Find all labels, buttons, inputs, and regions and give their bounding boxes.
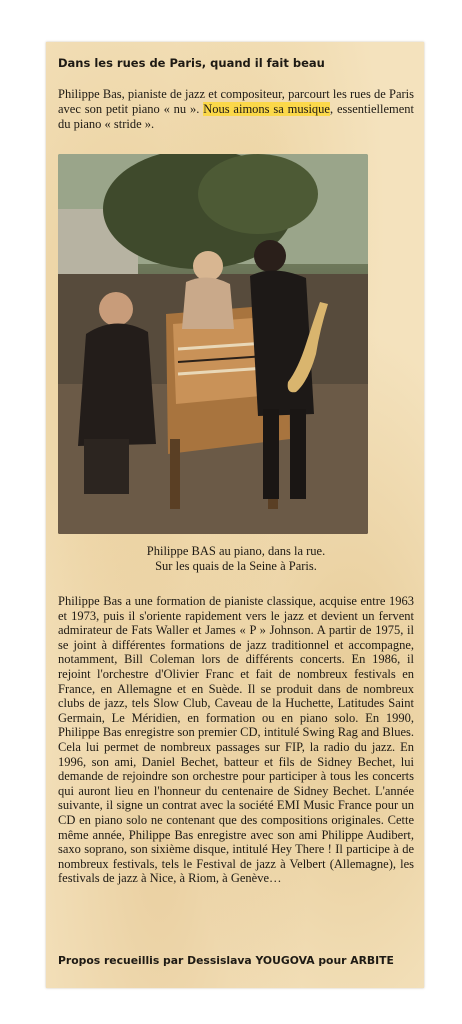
article-intro: [58, 87, 414, 132]
photo-pianist-street: [58, 154, 368, 534]
caption-line-1: Philippe BAS au piano, dans la rue.: [146, 544, 326, 558]
photo-illustration: [58, 154, 368, 534]
intro-highlighted-text: Nous aimons sa musique: [203, 102, 330, 116]
intro-text: Philippe Bas, pianiste de jazz et compositeur, parcourt les rues de Paris avec son petit piano « nu ».: [58, 87, 414, 116]
caption-line-2: Sur les quais de la Seine à Paris.: [155, 559, 317, 573]
newspaper-clipping: [46, 42, 424, 988]
article-signature: Propos recueillis par Dessislava YOUGOVA pour ARBITE: [58, 954, 394, 967]
article: [58, 56, 414, 132]
article-headline: Dans les rues de Paris, quand il fait beau: [58, 56, 325, 70]
article-body: Philippe Bas a une formation de pianiste classique, acquise entre 1963 et 1973, puis il s'oriente rapidement vers le jazz et devient un fervent admirateur de Fats Waller et James « P » Johnson. A partir de 1975, il se joint à différentes formations de jazz traditionnel et accompagne, notamment, Bill Coleman lors de différents concerts. En 1986, il rejoint l'orchestre d'Olivier Franc et fait de nombreux festivals en France, en Allemagne et en Suède. Il se produit dans de nombreux clubs de jazz, tels Slow Club, Caveau de la Huchette, Latitudes Saint Germain, Le Méridien, en formation ou en piano solo. En 1990, Philippe Bas enregistre son premier CD, intitulé Swing Rag and Blues. Cela lui permet de nombreux passages sur FIP, la radio du jazz. En 1996, son ami, Daniel Bechet, batteur et fils de Sidney Bechet, lui demande de rejoindre son orchestre pour participer à tous les concerts qui auront lieu en l'honneur du centenaire de Sidney Bechet. L'année suivante, il signe un contrat avec la société EMI Music France pour un CD en piano solo ne contenant que des compositions originales. Cette même année, Philippe Bas enregistre avec son ami Philippe Audibert, saxo soprano, son sixième disque, intitulé Hey There ! Il participe à de nombreux festivals, tels le Festival de jazz à Velbert (Allemagne), les festivals de jazz à Nice, à Riom, à Genève…: [58, 594, 414, 886]
intro-text-end: , essentiellement du piano « stride ».: [58, 102, 414, 131]
photo-caption: [58, 544, 414, 574]
